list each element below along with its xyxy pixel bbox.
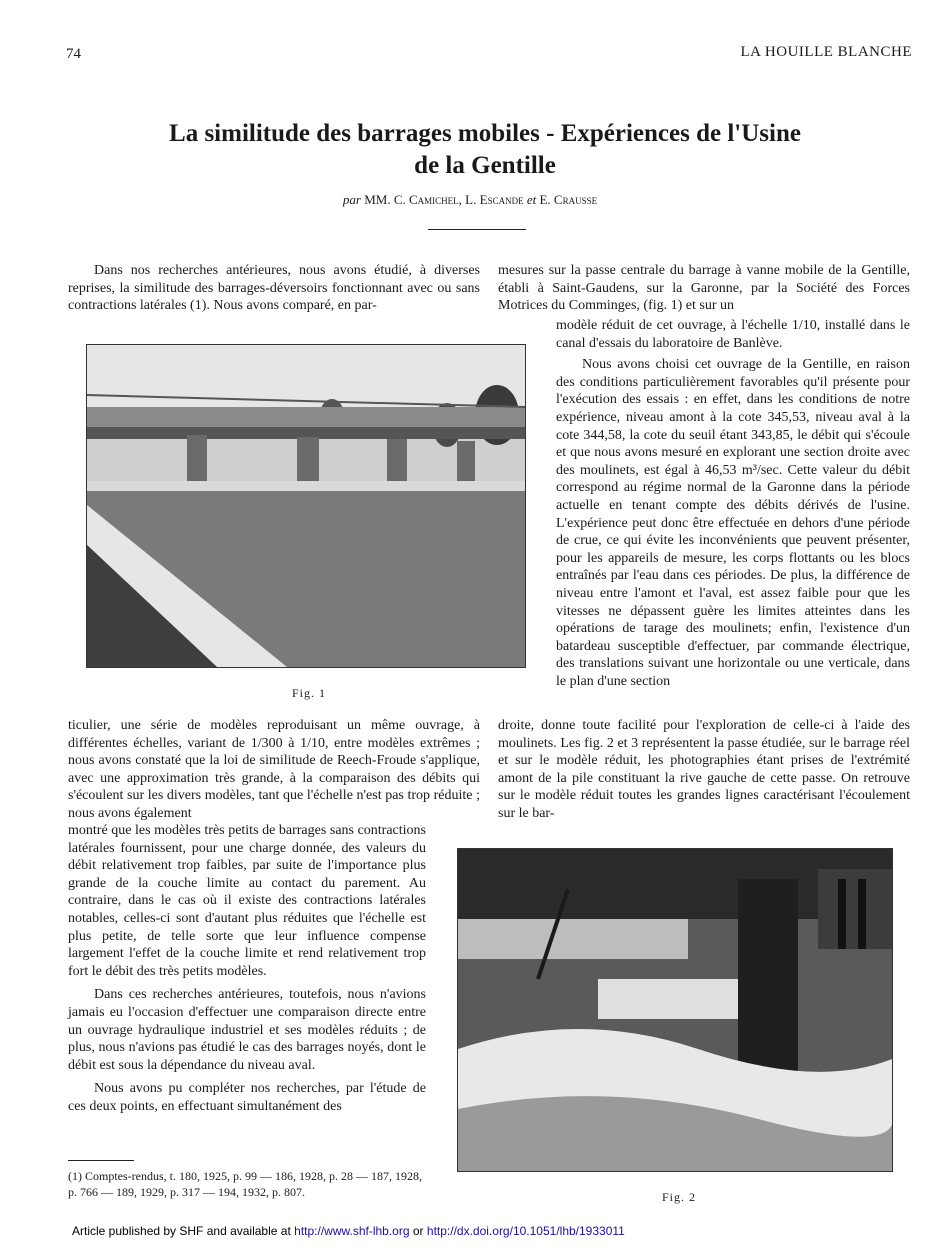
byline-mm: MM. C.	[364, 192, 406, 207]
footnote: (1) Comptes-rendus, t. 180, 1925, p. 99 — 186, 1928, p. 28 — 187, 1928, p. 766 — 189, 1929, p. 317 — 194, 1932, p. 807.	[68, 1169, 422, 1199]
footnote-rule	[68, 1160, 134, 1161]
paragraph-complete: Nous avons pu compléter nos recherches, par l'étude de ces deux points, en effectuant simultanément des	[68, 1081, 426, 1114]
publication-banner	[72, 1224, 625, 1238]
article-title	[90, 118, 880, 182]
paragraph-left-mid: ticulier, une série de modèles reproduisant un même ouvrage, à différentes échelles, variant de 1/300 à 1/10, entre modèles extrêmes ; nous avons constaté que la loi de similitude de Reech-Froude s'applique, avec une approximation très grande, à la comparaison des débits qui s'écoulent sur les divers modèles, tant que l'échelle n'est pas trop réduite ; nous avons également	[68, 718, 480, 821]
paragraph-model: modèle réduit de cet ouvrage, à l'échelle 1/10, installé dans le canal d'essais du laboratoire de Banlève.	[556, 318, 910, 351]
author-escande: Escande	[479, 192, 524, 207]
figure-1-photo	[86, 344, 526, 668]
figure-1-caption: Fig. 1	[292, 686, 327, 700]
left-lower-column	[68, 822, 426, 1116]
banner-or: or	[412, 1224, 424, 1238]
doi-link[interactable]: http://dx.doi.org/10.1051/lhb/1933011	[426, 1224, 625, 1238]
paragraph-small-models: montré que les modèles très petits de barrages sans contractions latérales fournissent, pour une charge donnée, des valeurs du débit relativement trop faibles, par suite de l'importance plus grande de la couche limite au contact du parement. Au contraire, dans le cas où il existe des contractions latérales notables, celles-ci sont d'autant plus réduites que l'échelle est plus petite, de telle sorte que leur influence compense largement l'effet de la couche limite et rend relativement trop fort le débit des très petits modèles.	[68, 823, 426, 979]
title-divider	[428, 229, 526, 230]
title-line-1: La similitude des barrages mobiles - Expériences de l'Usine	[169, 120, 801, 147]
paragraph-earlier-research: Dans ces recherches antérieures, toutefois, nous n'avions jamais eu l'occasion d'effectuer une comparaison directe entre un ouvrage hydraulique industriel et ses modèles réduits ; de plus, nous n'avions pas étudié le cas des barrages noyés, dont le débit est sous la dépendance du niveau aval.	[68, 987, 426, 1073]
byline-sep-1: , L.	[458, 192, 477, 207]
author-camichel: Camichel	[409, 192, 459, 207]
byline-sep-2: E.	[539, 192, 551, 207]
byline	[150, 192, 790, 208]
page-number: 74	[66, 46, 81, 62]
shf-link[interactable]: http://www.shf-lhb.org	[294, 1224, 410, 1238]
banner-prefix: Article published by SHF and available at	[72, 1224, 291, 1238]
figure-2-caption: Fig. 2	[662, 1190, 697, 1204]
right-narrow-column	[556, 317, 910, 690]
author-crausse: Crausse	[553, 192, 598, 207]
byline-et: et	[526, 192, 537, 207]
journal-title: LA HOUILLE BLANCHE	[740, 44, 912, 60]
figure-2-photo	[457, 848, 893, 1172]
byline-par: par	[342, 192, 361, 207]
title-line-2: de la Gentille	[414, 152, 556, 179]
paragraph-intro: Dans nos recherches antérieures, nous avons étudié, à diverses reprises, la similitude des barrages-déversoirs fonctionnant avec ou sans contractions latérales (1). Nous avons comparé, en par-	[68, 263, 480, 314]
paragraph-choice: Nous avons choisi cet ouvrage de la Gentille, en raison des conditions particulièrement favorables qu'il présente pour l'exécution des essais : en effet, dans les conditions de notre expérience, niveau amont à la cote 345,53, niveau aval à la cote 344,58, la cote du seuil étant 343,85, le débit qui s'écoule et que nous avons mesuré en explorant une section droite avec des moulinets, est égal à 46,53 m³/sec. Cette valeur du débit correspond au régime normal de la Garonne dans la période actuelle en tenant compte des débits dérivés de l'usine. L'expérience peut donc être effectuée en dehors d'une période de crue, ce qui évite les inconvénients que peuvent présenter, pour les appareils de mesure, les corps flottants ou les blocs entraînés par l'eau dans ces périodes. De plus, la différence de niveau entre l'amont et l'aval, est assez faible pour que les vitesses ne dépassent guère les limites atteintes dans les opérations de tarage des moulinets; enfin, l'existence d'un batardeau susceptible d'effectuer, par commande électrique, des translations suivant une horizontale ou une verticale, dans le plan d'une section	[556, 357, 910, 689]
paragraph-right-top: mesures sur la passe centrale du barrage à vanne mobile de la Gentille, établi à Saint-Gaudens, sur la Garonne, par la Société des Forces Motrices du Comminges, (fig. 1) et sur un	[498, 263, 910, 314]
paragraph-right-mid: droite, donne toute facilité pour l'exploration de celle-ci à l'aide des moulinets. Les fig. 2 et 3 représentent la passe étudiée, sur le barrage réel et sur le modèle réduit, les photographies étant prises de l'extrémité amont de la pile constituant la rive gauche de cette passe. On retrouve sur le modèle réduit toutes les grandes lignes caractérisant l'écoulement sur le bar-	[498, 718, 910, 821]
